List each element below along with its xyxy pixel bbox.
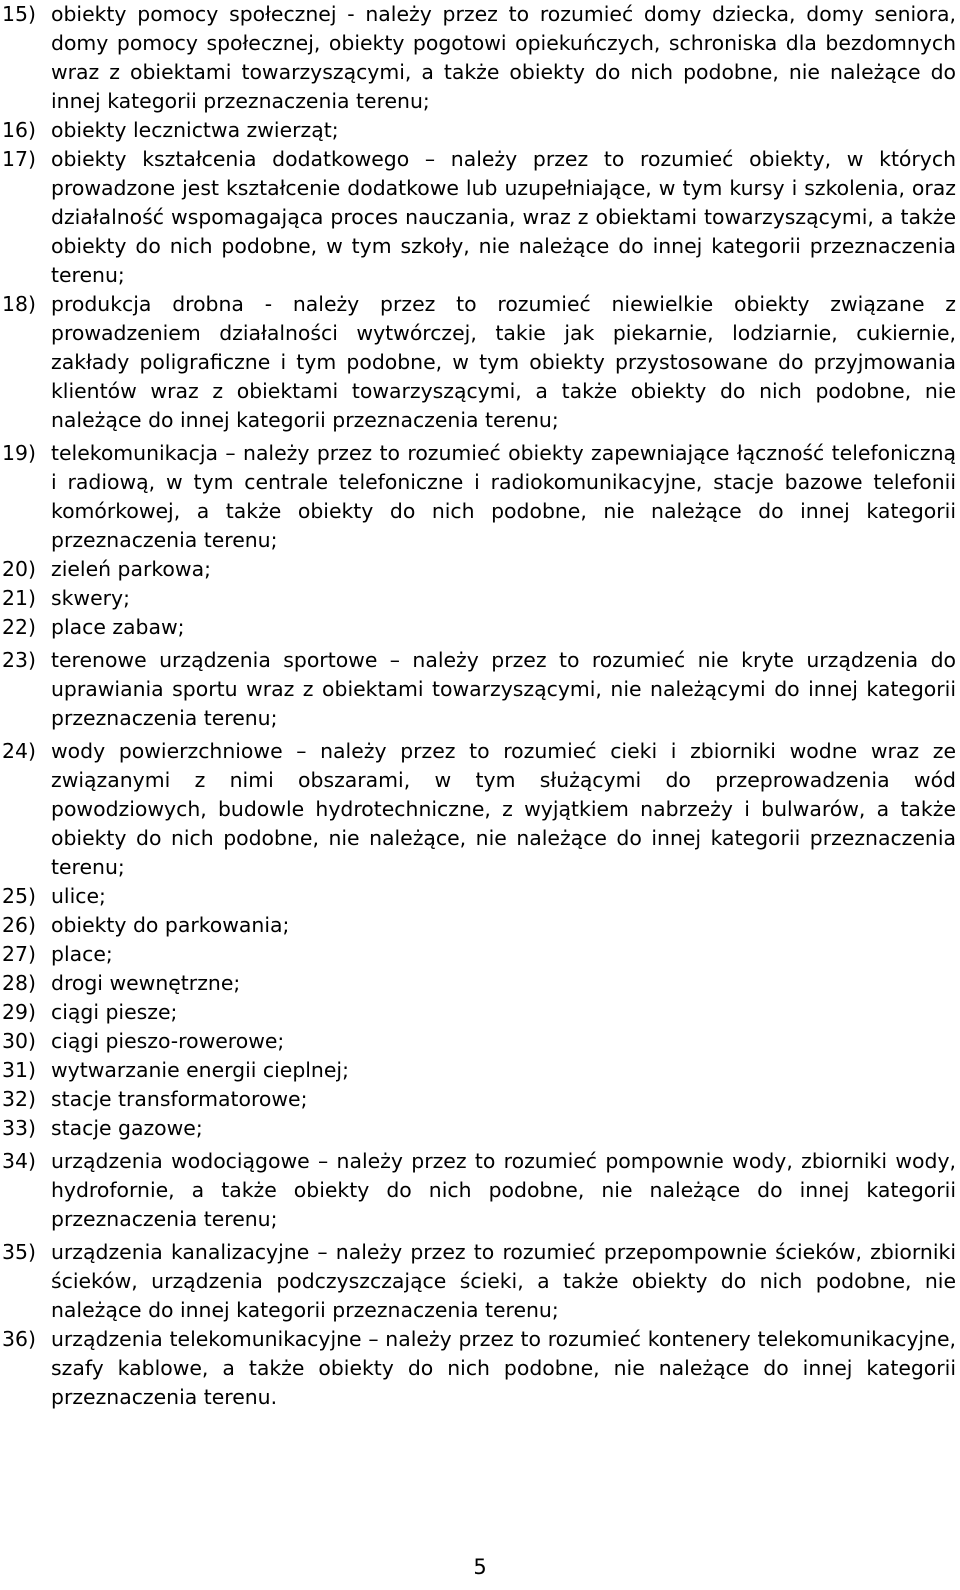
list-item	[2, 1056, 956, 1085]
item-number: 26)	[2, 913, 36, 937]
item-number: 27)	[2, 942, 36, 966]
item-text: urządzenia telekomunikacyjne – należy przez to rozumieć kontenery telekomunikacyjne, szafy kablowe, a także obiekty do nich podobne, nie należące do innej kategorii przeznaczenia terenu.	[51, 1327, 956, 1409]
list-item	[2, 0, 956, 116]
item-text: stacje gazowe;	[51, 1116, 203, 1140]
item-text: urządzenia kanalizacyjne – należy przez to rozumieć przepompownie ścieków, zbiorniki ścieków, urządzenia podczyszczające ścieki, a także obiekty do nich podobne, nie należące do innej kategorii przeznaczenia terenu;	[51, 1240, 956, 1322]
item-text: obiekty kształcenia dodatkowego – należy przez to rozumieć obiekty, w których prowadzone jest kształcenie dodatkowe lub uzupełniające, w tym kursy i szkolenia, oraz działalność wspomagająca proces nauczania, wraz z obiektami towarzyszącymi, a także obiekty do nich podobne, w tym szkoły, nie należące do innej kategorii przeznaczenia terenu;	[51, 147, 956, 287]
item-number: 23)	[2, 648, 36, 672]
page-number: 5	[473, 1555, 487, 1579]
list-item	[2, 998, 956, 1027]
list-item	[2, 290, 956, 435]
list-item	[2, 116, 956, 145]
item-number: 36)	[2, 1327, 36, 1351]
item-text: ciągi pieszo-rowerowe;	[51, 1029, 285, 1053]
item-text: ciągi piesze;	[51, 1000, 178, 1024]
item-number: 21)	[2, 586, 36, 610]
list-item	[2, 1114, 956, 1143]
list-item	[2, 613, 956, 642]
item-number: 34)	[2, 1149, 36, 1173]
item-text: produkcja drobna - należy przez to rozumieć niewielkie obiekty związane z prowadzeniem działalności wytwórczej, takie jak piekarnie, lodziarnie, cukiernie, zakłady poligraficzne i tym podobne, w tym obiekty przystosowane do przyjmowania klientów wraz z obiektami towarzyszącymi, a także obiekty do nich podobne, nie należące do innej kategorii przeznaczenia terenu;	[51, 292, 956, 432]
item-text: place zabaw;	[51, 615, 185, 639]
item-text: ulice;	[51, 884, 106, 908]
item-number: 22)	[2, 615, 36, 639]
item-text: zieleń parkowa;	[51, 557, 211, 581]
list-item	[2, 1238, 956, 1325]
list-item	[2, 969, 956, 998]
item-text: urządzenia wodociągowe – należy przez to rozumieć pompownie wody, zbiorniki wody, hydrofornie, a także obiekty do nich podobne, nie należące do innej kategorii przeznaczenia terenu;	[51, 1149, 956, 1231]
item-number: 28)	[2, 971, 36, 995]
item-text: stacje transformatorowe;	[51, 1087, 308, 1111]
item-number: 25)	[2, 884, 36, 908]
item-number: 16)	[2, 118, 36, 142]
item-number: 35)	[2, 1240, 36, 1264]
list-item	[2, 940, 956, 969]
item-number: 29)	[2, 1000, 36, 1024]
list-item	[2, 1085, 956, 1114]
item-number: 31)	[2, 1058, 36, 1082]
item-number: 24)	[2, 739, 36, 763]
item-text: skwery;	[51, 586, 130, 610]
item-number: 30)	[2, 1029, 36, 1053]
item-number: 33)	[2, 1116, 36, 1140]
list-item	[2, 439, 956, 555]
item-number: 20)	[2, 557, 36, 581]
item-number: 32)	[2, 1087, 36, 1111]
list-item	[2, 1147, 956, 1234]
list-item	[2, 145, 956, 290]
item-text: wytwarzanie energii cieplnej;	[51, 1058, 349, 1082]
list-item	[2, 911, 956, 940]
item-text: obiekty do parkowania;	[51, 913, 290, 937]
item-number: 15)	[2, 2, 36, 26]
item-text: obiekty lecznictwa zwierząt;	[51, 118, 339, 142]
list-item	[2, 882, 956, 911]
list-item	[2, 584, 956, 613]
item-text: obiekty pomocy społecznej - należy przez to rozumieć domy dziecka, domy seniora, domy pomocy społecznej, obiekty pogotowi opiekuńczych, schroniska dla bezdomnych wraz z obiektami towarzyszącymi, a także obiekty do nich podobne, nie należące do innej kategorii przeznaczenia terenu;	[51, 2, 956, 113]
item-text: wody powierzchniowe – należy przez to rozumieć cieki i zbiorniki wodne wraz ze związanymi z nimi obszarami, w tym służącymi do przeprowadzenia wód powodziowych, budowle hydrotechniczne, z wyjątkiem nabrzeży i bulwarów, a także obiekty do nich podobne, nie należące, nie należące do innej kategorii przeznaczenia terenu;	[51, 739, 956, 879]
item-text: place;	[51, 942, 113, 966]
item-number: 18)	[2, 292, 36, 316]
list-item	[2, 1325, 956, 1412]
list-item	[2, 646, 956, 733]
list-item	[2, 737, 956, 882]
item-number: 17)	[2, 147, 36, 171]
item-text: terenowe urządzenia sportowe – należy przez to rozumieć nie kryte urządzenia do uprawiania sportu wraz z obiektami towarzyszącymi, nie należącymi do innej kategorii przeznaczenia terenu;	[51, 648, 956, 730]
definitions-list	[2, 0, 956, 1412]
item-text: telekomunikacja – należy przez to rozumieć obiekty zapewniające łączność telefoniczną i radiową, w tym centrale telefoniczne i radiokomunikacyjne, stacje bazowe telefonii komórkowej, a także obiekty do nich podobne, nie należące do innej kategorii przeznaczenia terenu;	[51, 441, 956, 552]
item-text: drogi wewnętrzne;	[51, 971, 241, 995]
list-item	[2, 555, 956, 584]
list-item	[2, 1027, 956, 1056]
item-number: 19)	[2, 441, 36, 465]
